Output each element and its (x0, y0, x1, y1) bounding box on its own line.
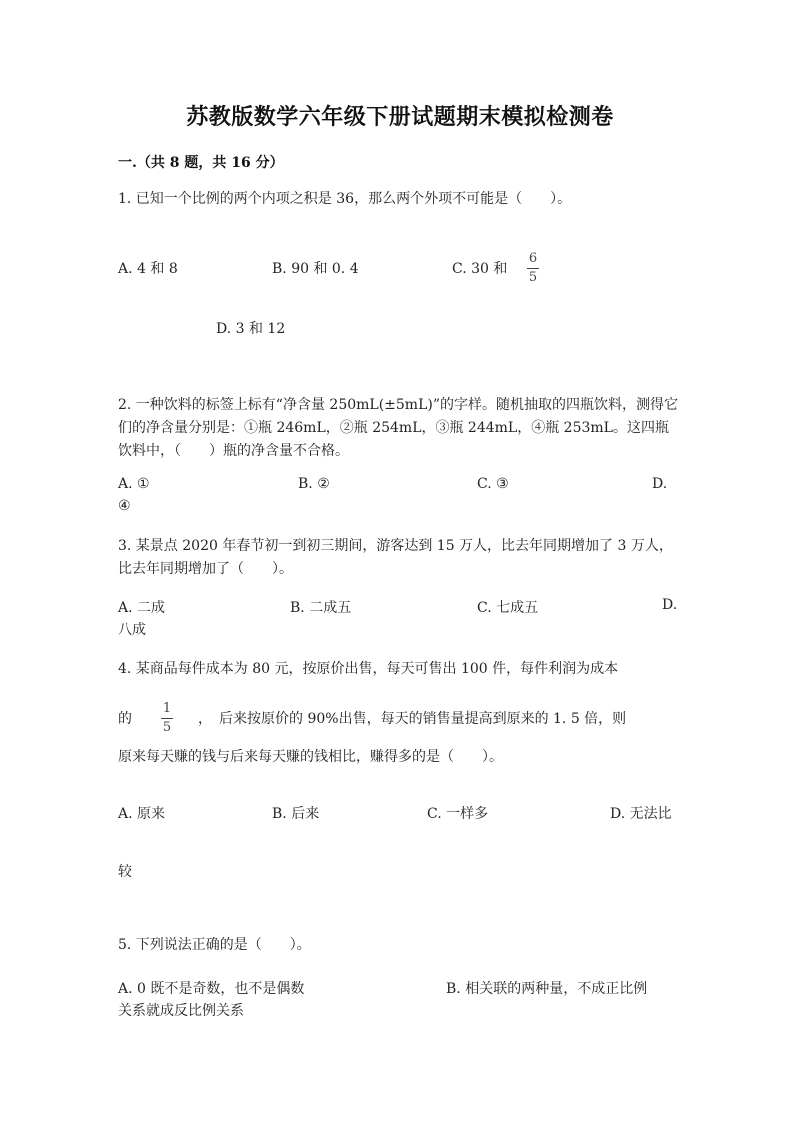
page-title: 苏教版数学六年级下册试题期末模拟检测卷 (186, 105, 614, 130)
question-4-line-3: 原来每天赚的钱与后来每天赚的钱相比，赚得多的是（ ）。 (118, 749, 503, 765)
q4-option-c[interactable]: C. 一样多 (427, 806, 489, 822)
fraction-bar (527, 268, 539, 269)
q5-option-b-continued: 关系就成反比例关系 (118, 1003, 244, 1019)
q3-option-d-value: 八成 (118, 622, 146, 638)
q1-option-b[interactable]: B. 90 和 0. 4 (272, 261, 359, 277)
q1-option-d[interactable]: D. 3 和 12 (216, 321, 286, 337)
q2-option-c[interactable]: C. ③ (477, 476, 509, 492)
q1-fraction (527, 251, 539, 286)
question-4-line-1: 4. 某商品每件成本为 80 元，按原价出售，每天可售出 100 件，每件利润为成本 (118, 661, 619, 677)
q3-option-a[interactable]: A. 二成 (118, 600, 166, 616)
q2-option-a[interactable]: A. ① (118, 476, 150, 492)
question-1-text: 1. 已知一个比例的两个内项之积是 36，那么两个外项不可能是（ ）。 (118, 191, 572, 207)
q4-fraction-numerator: 1 (162, 701, 172, 716)
question-3-text: 3. 某景点 2020 年春节初一到初三期间，游客达到 15 万人，比去年同期增加了 3 万人，比去年同期增加了（ ）。 (118, 538, 673, 577)
q4-option-a[interactable]: A. 原来 (118, 806, 166, 822)
q3-option-c[interactable]: C. 七成五 (477, 600, 539, 616)
q4-option-d[interactable]: D. 无法比 (610, 806, 672, 822)
q1-fraction-numerator: 6 (528, 251, 538, 266)
q4-fraction (161, 701, 173, 736)
q2-option-d[interactable]: D. (652, 476, 668, 492)
question-5-text: 5. 下列说法正确的是（ ）。 (118, 937, 311, 953)
fraction-bar (161, 718, 173, 719)
q3-option-b[interactable]: B. 二成五 (290, 600, 352, 616)
q2-option-d-value: ④ (118, 498, 131, 514)
q3-option-d[interactable]: D. (662, 597, 678, 613)
q5-option-b[interactable]: B. 相关联的两种量，不成正比例 (446, 981, 648, 997)
question-4-line-2-post: ， 后来按原价的 90%出售，每天的销售量提高到原来的 1. 5 倍，则 (198, 711, 627, 727)
q4-fraction-denominator: 5 (162, 720, 172, 735)
question-4-line-2-pre: 的 (118, 711, 132, 727)
q1-option-c[interactable]: C. 30 和 (452, 261, 508, 277)
q5-option-a[interactable]: A. 0 既不是奇数，也不是偶数 (118, 981, 305, 997)
question-2-text: 2. 一种饮料的标签上标有“净含量 250mL(±5mL)”的字样。随机抽取的四瓶饮料，测得它们的净含量分别是：①瓶 246mL，②瓶 254mL，③瓶 244mL，④瓶 253mL。这四瓶饮料中，（ ）瓶的净含量不合格。 (118, 397, 678, 459)
q4-option-b[interactable]: B. 后来 (272, 806, 320, 822)
section-heading: 一.（共 8 题，共 16 分） (118, 155, 284, 171)
q1-option-a[interactable]: A. 4 和 8 (118, 261, 178, 277)
q2-option-b[interactable]: B. ② (298, 476, 330, 492)
q1-fraction-denominator: 5 (528, 270, 538, 285)
q4-option-d-value: 较 (118, 864, 132, 880)
